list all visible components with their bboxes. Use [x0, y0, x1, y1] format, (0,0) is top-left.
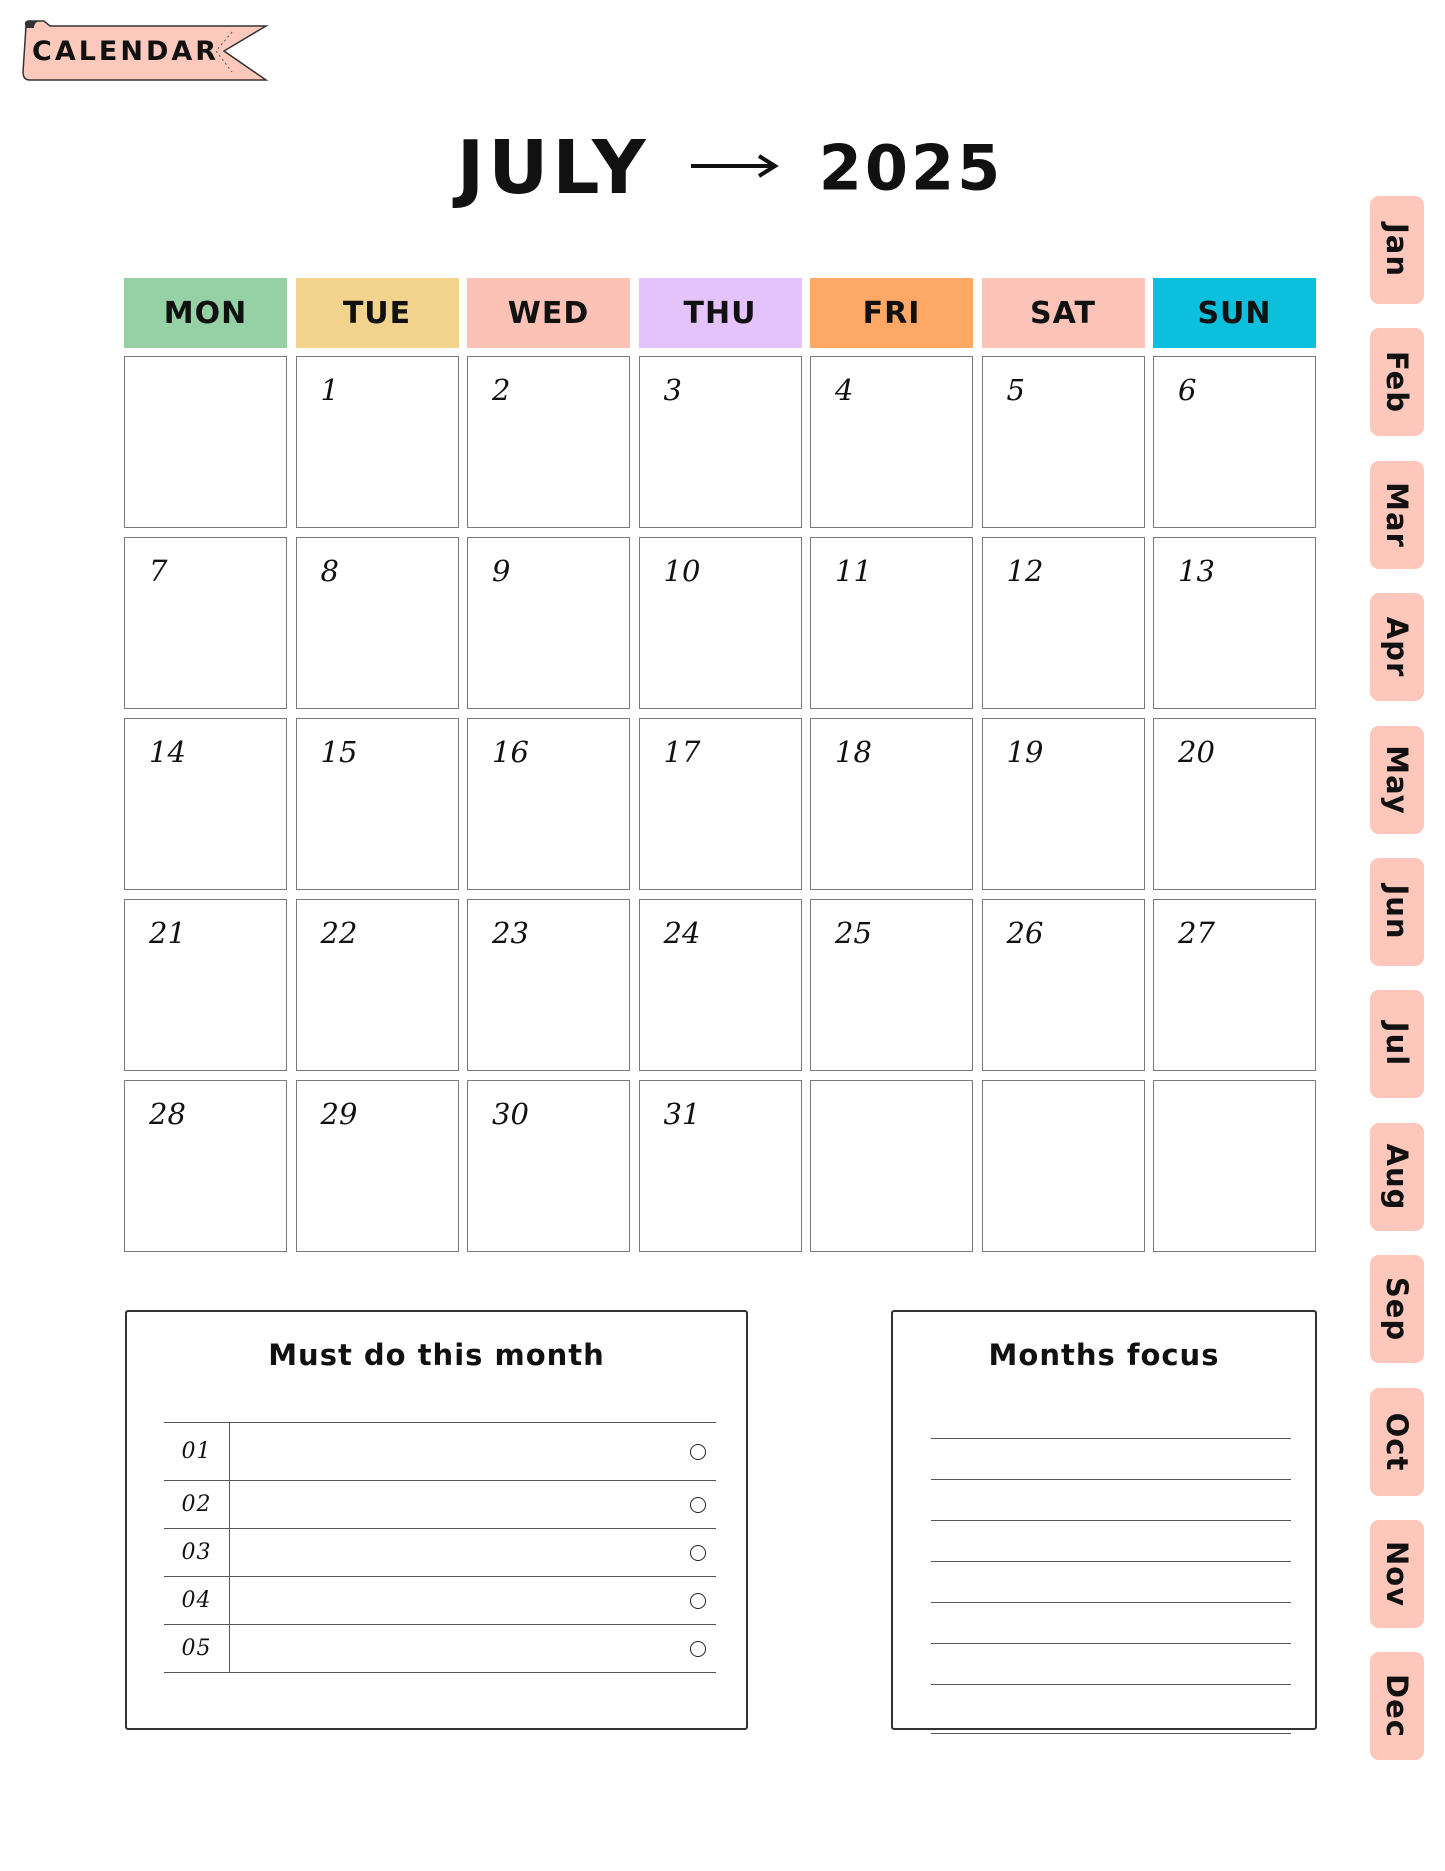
calendar-grid [124, 278, 1314, 1252]
day-number: 30 [492, 1097, 529, 1131]
must-do-item[interactable] [164, 1577, 716, 1625]
must-do-item-number: 01 [164, 1423, 230, 1480]
day-number: 13 [1178, 554, 1215, 588]
tab-jul[interactable] [1370, 990, 1424, 1098]
day-cell-2[interactable] [467, 356, 630, 528]
calendar-label: CALENDAR [32, 36, 220, 67]
weekday-header-row [124, 278, 1314, 348]
tab-sep[interactable] [1370, 1255, 1424, 1363]
year-title: 2025 [818, 131, 1004, 205]
tab-aug[interactable] [1370, 1123, 1424, 1231]
tab-label: Jul [1380, 1022, 1414, 1067]
focus-line[interactable] [931, 1480, 1291, 1521]
day-cell-5[interactable] [982, 356, 1145, 528]
must-do-item[interactable] [164, 1625, 716, 1673]
focus-line[interactable] [931, 1562, 1291, 1603]
day-number: 31 [663, 1097, 701, 1131]
checkbox-circle-icon[interactable] [690, 1593, 706, 1609]
tab-label: Sep [1380, 1276, 1414, 1342]
day-number: 28 [149, 1097, 186, 1131]
day-number: 3 [663, 373, 682, 407]
day-cell-9[interactable] [467, 537, 630, 709]
tab-label: Oct [1380, 1412, 1414, 1471]
must-do-item-number: 05 [164, 1625, 230, 1672]
tab-mar[interactable] [1370, 461, 1424, 569]
day-number: 16 [492, 735, 529, 769]
day-cell-1[interactable] [296, 356, 459, 528]
day-number: 4 [835, 373, 854, 407]
tab-label: Mar [1380, 481, 1414, 548]
weekday-header-sun: SUN [1153, 278, 1316, 348]
day-cell-8[interactable] [296, 537, 459, 709]
tab-feb[interactable] [1370, 328, 1424, 436]
tab-label: May [1380, 744, 1414, 815]
day-number: 25 [835, 916, 872, 950]
day-number: 11 [835, 554, 872, 588]
tab-label: Jun [1380, 884, 1414, 940]
day-number: 27 [1178, 916, 1215, 950]
weekday-header-wed: WED [467, 278, 630, 348]
day-number: 29 [320, 1097, 358, 1131]
day-number: 26 [1006, 916, 1044, 950]
focus-line[interactable] [931, 1439, 1291, 1480]
focus-line[interactable] [931, 1644, 1291, 1685]
day-number: 23 [492, 916, 529, 950]
day-cell-25[interactable] [810, 899, 973, 1071]
day-cell-14[interactable] [124, 718, 287, 890]
day-number: 18 [835, 735, 872, 769]
day-cell-13[interactable] [1153, 537, 1316, 709]
weekday-header-thu: THU [639, 278, 802, 348]
day-number: 21 [149, 916, 186, 950]
day-cell-17[interactable] [639, 718, 802, 890]
weekday-header-sat: SAT [982, 278, 1145, 348]
month-title: JULY [456, 125, 650, 211]
tab-label: Nov [1380, 1540, 1414, 1607]
focus-writing-lines [931, 1398, 1291, 1734]
day-number: 6 [1178, 373, 1197, 407]
day-number: 1 [320, 373, 339, 407]
weekday-header-mon: MON [124, 278, 287, 348]
day-cell-28[interactable] [124, 1080, 287, 1252]
day-cell-11[interactable] [810, 537, 973, 709]
must-do-item-number: 02 [164, 1481, 230, 1528]
day-number: 8 [320, 554, 339, 588]
day-number: 7 [149, 554, 168, 588]
day-cell-26[interactable] [982, 899, 1145, 1071]
months-focus-title: Months focus [988, 1338, 1220, 1372]
day-cell-31[interactable] [639, 1080, 802, 1252]
focus-line[interactable] [931, 1685, 1291, 1734]
day-cell-7[interactable] [124, 537, 287, 709]
tab-nov[interactable] [1370, 1520, 1424, 1628]
calendar-days [124, 356, 1314, 1252]
month-tabs [1370, 196, 1426, 1785]
tab-label: Aug [1380, 1143, 1414, 1211]
day-number: 24 [663, 916, 701, 950]
tab-label: Dec [1380, 1674, 1414, 1739]
checkbox-circle-icon[interactable] [690, 1444, 706, 1460]
day-cell-6[interactable] [1153, 356, 1316, 528]
must-do-item[interactable] [164, 1481, 716, 1529]
empty-day-cell[interactable] [982, 1080, 1145, 1252]
empty-day-cell[interactable] [124, 356, 287, 528]
day-cell-24[interactable] [639, 899, 802, 1071]
day-cell-21[interactable] [124, 899, 287, 1071]
tab-dec[interactable] [1370, 1652, 1424, 1760]
must-do-box [125, 1310, 748, 1730]
day-number: 22 [320, 916, 358, 950]
checkbox-circle-icon[interactable] [690, 1545, 706, 1561]
tab-label: Jan [1380, 222, 1414, 278]
day-cell-16[interactable] [467, 718, 630, 890]
tab-oct[interactable] [1370, 1388, 1424, 1496]
day-cell-10[interactable] [639, 537, 802, 709]
day-cell-15[interactable] [296, 718, 459, 890]
tab-may[interactable] [1370, 726, 1424, 834]
day-cell-12[interactable] [982, 537, 1145, 709]
must-do-item[interactable] [164, 1529, 716, 1577]
day-number: 20 [1178, 735, 1215, 769]
tab-jun[interactable] [1370, 858, 1424, 966]
day-number: 12 [1006, 554, 1044, 588]
day-cell-27[interactable] [1153, 899, 1316, 1071]
day-number: 17 [663, 735, 701, 769]
day-number: 10 [663, 554, 701, 588]
must-do-item[interactable] [164, 1423, 716, 1481]
empty-day-cell[interactable] [1153, 1080, 1316, 1252]
day-number: 9 [492, 554, 511, 588]
tab-label: Apr [1380, 616, 1414, 678]
must-do-title: Must do this month [268, 1338, 605, 1372]
must-do-item-number: 03 [164, 1529, 230, 1576]
day-cell-4[interactable] [810, 356, 973, 528]
tab-jan[interactable] [1370, 196, 1424, 304]
day-cell-22[interactable] [296, 899, 459, 1071]
empty-day-cell[interactable] [810, 1080, 973, 1252]
calendar-ribbon [20, 18, 270, 84]
day-number: 19 [1006, 735, 1044, 769]
weekday-header-fri: FRI [810, 278, 973, 348]
day-number: 5 [1006, 373, 1025, 407]
day-cell-3[interactable] [639, 356, 802, 528]
day-cell-23[interactable] [467, 899, 630, 1071]
day-number: 2 [492, 373, 511, 407]
arrow-right-icon [689, 151, 779, 185]
checkbox-circle-icon[interactable] [690, 1641, 706, 1657]
must-do-list [164, 1422, 716, 1673]
day-number: 15 [320, 735, 358, 769]
must-do-item-number: 04 [164, 1577, 230, 1624]
focus-line[interactable] [931, 1521, 1291, 1562]
checkbox-circle-icon[interactable] [690, 1497, 706, 1513]
day-number: 14 [149, 735, 186, 769]
day-cell-20[interactable] [1153, 718, 1316, 890]
tab-apr[interactable] [1370, 593, 1424, 701]
day-cell-19[interactable] [982, 718, 1145, 890]
day-cell-29[interactable] [296, 1080, 459, 1252]
day-cell-18[interactable] [810, 718, 973, 890]
tab-label: Feb [1380, 351, 1414, 414]
day-cell-30[interactable] [467, 1080, 630, 1252]
focus-line[interactable] [931, 1603, 1291, 1644]
weekday-header-tue: TUE [296, 278, 459, 348]
page-title [0, 125, 1445, 211]
months-focus-box [891, 1310, 1317, 1730]
focus-line[interactable] [931, 1398, 1291, 1439]
